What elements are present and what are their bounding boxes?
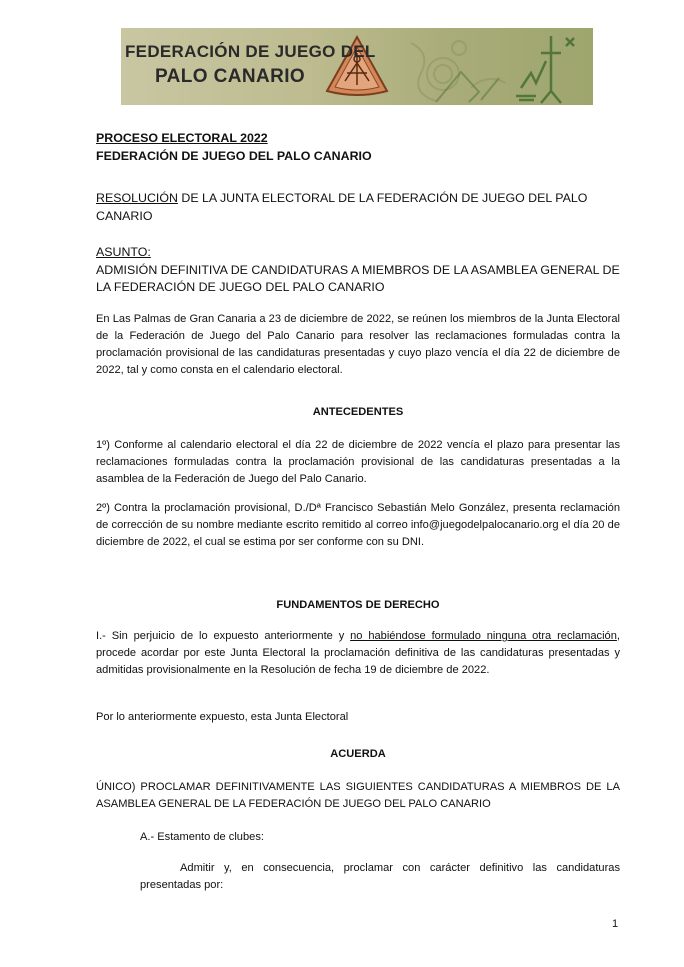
resolution-heading: [96, 190, 620, 225]
asunto-label: ASUNTO:: [96, 245, 151, 259]
asunto-text: ADMISIÓN DEFINITIVA DE CANDIDATURAS A MIEMBROS DE LA ASAMBLEA GENERAL DE LA FEDERACIÓN DE JUEGO DEL PALO CANARIO: [96, 262, 620, 294]
estamento-clubes: A.- Estamento de clubes:: [140, 831, 264, 843]
page-number: 1: [612, 918, 619, 930]
antecedente-2: 2º) Contra la proclamación provisional, D./Dª Francisco Sebastián Melo González, presenta reclamación de corrección de su nombre mediante escrito remitido al correo info@juegodelpalocanario.org el día 20 de diciembre de 2022, el cual se estima por ser conforme con su DNI.: [96, 502, 620, 548]
banner-title-line-1: FEDERACIÓN DE JUEGO DEL: [125, 42, 376, 61]
fundamento-part-3: , procede acordar por este Junta Electoral la proclamación definitiva de las candidaturas presentadas y admitidas provisionalmente en la Resolución de fecha 19 de diciembre de 2022.: [96, 630, 620, 676]
unico-statement: ÚNICO) PROCLAMAR DEFINITIVAMENTE LAS SIGUIENTES CANDIDATURAS A MIEMBROS DE LA ASAMBLEA GENERAL DE LA FEDERACIÓN DE JUEGO DEL PALO CANARIO: [96, 781, 620, 810]
admitir-paragraph: Admitir y, en consecuencia, proclamar con carácter definitivo las candidaturas presentadas por:: [140, 862, 620, 891]
resolution-text: DE LA JUNTA ELECTORAL DE LA FEDERACIÓN DE JUEGO DEL PALO CANARIO: [96, 191, 588, 223]
intro-paragraph: En Las Palmas de Gran Canaria a 23 de diciembre de 2022, se reúnen los miembros de la Junta Electoral de la Federación de Juego del Palo Canario para resolver las reclamaciones formuladas contra la proclamación provisional de las candidaturas presentadas y cuyo plazo vencía el día 22 de diciembre de 2022, tal y como consta en el calendario electoral.: [96, 313, 620, 376]
process-title: PROCESO ELECTORAL 2022: [96, 131, 268, 145]
antecedentes-title: ANTECEDENTES: [312, 406, 404, 418]
banner-title-line-2: PALO CANARIO: [155, 66, 306, 87]
fundamento-1: [96, 628, 620, 679]
asunto-section: [96, 244, 620, 297]
fundamentos-title: FUNDAMENTOS DE DERECHO: [276, 599, 440, 611]
fundamento-part-2: no habiéndose formulado ninguna otra reclamación: [350, 630, 617, 642]
acuerda-title: ACUERDA: [330, 748, 386, 760]
antecedente-1: 1º) Conforme al calendario electoral el día 22 de diciembre de 2022 vencía el plazo para presentar las reclamaciones formuladas contra la proclamación provisional de las candidaturas presentadas a la asamblea de la Federación de Juego del Palo Canario.: [96, 439, 620, 485]
closing-line: Por lo anteriormente expuesto, esta Junta Electoral: [96, 711, 349, 723]
fundamento-part-1: I.- Sin perjuicio de lo expuesto anteriormente y: [96, 630, 351, 642]
federation-banner: [121, 28, 593, 105]
federation-title: FEDERACIÓN DE JUEGO DEL PALO CANARIO: [96, 148, 372, 163]
document-header: [96, 130, 620, 165]
resolution-label: RESOLUCIÓN: [96, 191, 178, 205]
